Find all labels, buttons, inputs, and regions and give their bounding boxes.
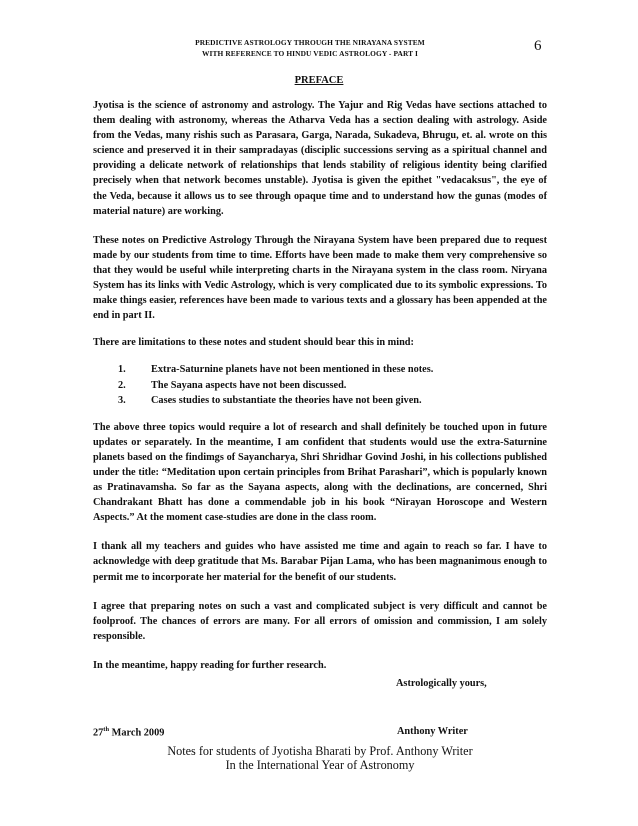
paragraph-closing: In the meantime, happy reading for further research.: [93, 659, 327, 671]
date-rest: March 2009: [109, 727, 165, 739]
paragraph-notes: These notes on Predictive Astrology Through the Nirayana System have been prepared due to request made by our students from time to time. Efforts have been made to make them very comprehensive so that they would be useful while interpreting charts in the Nirayana system in the class room. Niryana System has its links with Vedic Astrology, which is very complicated due to its symbolic expressions. To make things easier, references have been made to various texts and a glossary has been appended at the end in part II.: [93, 234, 547, 322]
list-item-number: 1.: [118, 364, 126, 376]
date-day: 27: [93, 727, 104, 739]
list-item: [93, 378, 547, 393]
list-item-number: 3.: [118, 394, 126, 406]
author-name: Anthony Writer: [397, 726, 468, 737]
list-item-text: The Sayana aspects have not been discussed.: [151, 379, 347, 391]
limitations-list: [93, 362, 547, 407]
paragraph-errors: I agree that preparing notes on such a vast and complicated subject is very difficult and cannot be foolproof. The chances of errors are many. For all errors of omission and commission, I am solely responsible.: [93, 600, 547, 642]
header-line-2: WITH REFERENCE TO HINDU VEDIC ASTROLOGY - PART I: [202, 49, 418, 58]
footer-line-2: In the International Year of Astronomy: [225, 758, 415, 772]
list-item-text: Cases studies to substantiate the theories have not been given.: [151, 394, 422, 406]
paragraph-future-updates: The above three topics would require a lot of research and shall definitely be touched upon in future updates or separately. In the meantime, I am confident that students would use the extra-Saturnine planets based on the findimgs of Sayancharya, Shri Shridhar Govind Joshi, in his collections published under the title: “Meditation upon certain principles from Brihat Parashari”, which is popularly known as Pratinavamsha. So far as the Sayana aspects, along with the declinations, are concerned, Shri Chandrakant Bhatt has done a commendable job in his book “Nirayan Horoscope and Western Aspects.” At the moment case-studies are done in the class room.: [93, 421, 547, 524]
list-item-text: Extra-Saturnine planets have not been mentioned in these notes.: [151, 364, 434, 376]
page-footer: [120, 744, 520, 772]
list-item: [93, 362, 547, 377]
paragraph-intro: Jyotisa is the science of astronomy and astrology. The Yajur and Rig Vedas have sections attached to them dealing with astronomy, whereas the Atharva Veda has a section dealing with astrology. Aside from the Vedas, many rishis such as Parasara, Garga, Narada, Sukadeva, Bhrugu, et. al. wrote on this science and preserved it in their sampradayas (disciplic successions serving as a spiritual channel and providing a delicate network of relationships that lends stability of religious identity being clarified precisely when that network becomes unstable). Jyotisa is given the epithet "vedacaksus", the eye of the Veda, because it allows us to see through opaque time and to understand how the gunas (modes of material nature) are working.: [93, 100, 547, 217]
preface-body: [93, 98, 547, 687]
header-line-1: PREDICTIVE ASTROLOGY THROUGH THE NIRAYANA SYSTEM: [195, 38, 425, 47]
running-header: [120, 37, 500, 59]
paragraph-thanks: I thank all my teachers and guides who have assisted me time and again to reach so far. I have to acknowledge with deep gratitude that Ms. Barabar Pijan Lama, who has been magnanimous enough to permit me to incorporate her material for the benefit of our students.: [93, 541, 547, 583]
list-item-number: 2.: [118, 379, 126, 391]
date-suffix: th: [103, 726, 110, 733]
footer-line-1: Notes for students of Jyotisha Bharati by Prof. Anthony Writer: [167, 744, 473, 758]
signoff: Astrologically yours,: [396, 678, 487, 689]
page-title: PREFACE: [294, 75, 344, 86]
list-item: [93, 393, 547, 408]
paragraph-limitations-intro: There are limitations to these notes and student should bear this in mind:: [93, 337, 414, 349]
page-number: 6: [534, 38, 542, 54]
date: [93, 726, 164, 738]
